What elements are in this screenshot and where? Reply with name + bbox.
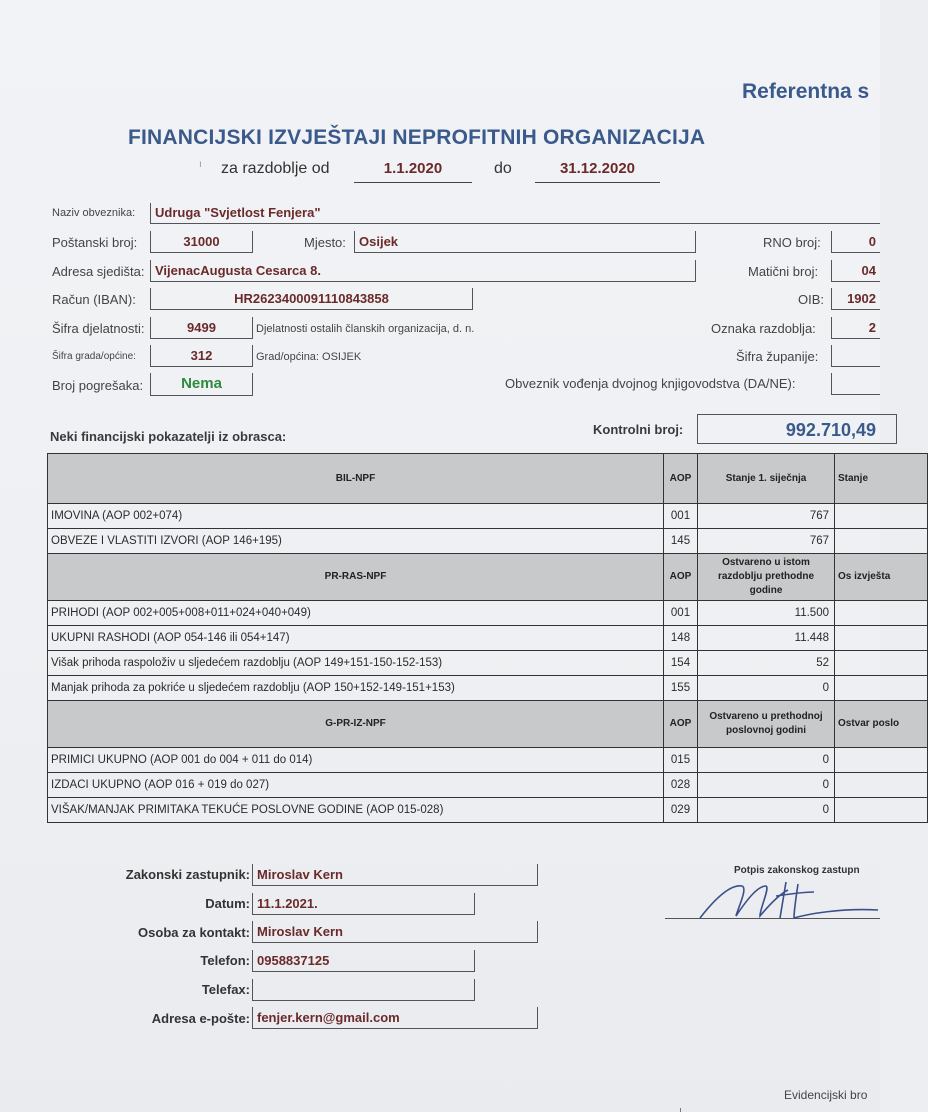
- osoba-field: Miroslav Kern: [252, 921, 538, 943]
- small-mark: ı: [199, 159, 202, 170]
- bil-col2-header: Stanje: [835, 454, 928, 504]
- row-value-2: [835, 601, 928, 626]
- telefax-label: Telefax:: [201, 982, 250, 997]
- table-row: [48, 601, 928, 626]
- row-label: IZDACI UKUPNO (AOP 016 + 019 do 027): [48, 773, 664, 798]
- row-aop: 001: [664, 601, 698, 626]
- row-aop: 015: [664, 748, 698, 773]
- pr-col1-header: Ostvareno u istom razdoblju prethodne godine: [698, 554, 835, 601]
- oznaka-field: 2: [831, 317, 880, 339]
- row-aop: 154: [664, 651, 698, 676]
- sifra-grada-desc: Grad/općina: OSIJEK: [256, 351, 362, 363]
- maticni-label: Matični broj:: [748, 264, 819, 279]
- table-row: [48, 676, 928, 701]
- bil-col1-header: Stanje 1. siječnja: [698, 454, 835, 504]
- period-from: 1.1.2020: [354, 160, 472, 183]
- zakonski-field: Miroslav Kern: [252, 864, 538, 886]
- table-row: [48, 798, 928, 823]
- sifra-grada-field: 312: [150, 345, 253, 367]
- table-row: [48, 773, 928, 798]
- email-label: Adresa e-pošte:: [151, 1011, 250, 1026]
- gpr-title: G-PR-IZ-NPF: [48, 701, 664, 748]
- row-value-2: [835, 773, 928, 798]
- pogreske-field: Nema: [150, 373, 253, 396]
- period-to-label: do: [494, 160, 512, 177]
- row-label: PRIMICI UKUPNO (AOP 001 do 004 + 011 do 014): [48, 748, 664, 773]
- indicators-table: [47, 453, 928, 823]
- control-label: Kontrolni broj:: [593, 422, 684, 437]
- dvojno-field: [831, 373, 880, 395]
- control-value: 992.710,49: [697, 414, 897, 444]
- row-value-2: [835, 676, 928, 701]
- table-row: [48, 504, 928, 529]
- pr-aop-header: AOP: [664, 554, 698, 601]
- oib-label: OIB:: [798, 292, 825, 307]
- handwritten-signature: [690, 874, 880, 926]
- zakonski-label: Zakonski zastupnik:: [125, 867, 250, 882]
- row-value: 767: [698, 504, 835, 529]
- table-row: [48, 626, 928, 651]
- osoba-label: Osoba za kontakt:: [138, 925, 250, 940]
- document-title: FINANCIJSKI IZVJEŠTAJI NEPROFITNIH ORGANIZACIJA: [128, 126, 706, 149]
- racun-label: Račun (IBAN):: [52, 292, 136, 307]
- row-value: 11.448: [698, 626, 835, 651]
- datum-field: 11.1.2021.: [252, 893, 475, 915]
- row-aop: 028: [664, 773, 698, 798]
- row-value: 0: [698, 676, 835, 701]
- evidencijski-label: Evidencijski bro: [784, 1088, 868, 1102]
- pr-title: PR-RAS-NPF: [48, 554, 664, 601]
- row-aop: 029: [664, 798, 698, 823]
- row-label: Manjak prihoda za pokriće u sljedećem razdoblju (AOP 150+152-149-151+153): [48, 676, 664, 701]
- row-value: 0: [698, 773, 835, 798]
- naziv-field: Udruga "Svjetlost Fenjera": [150, 203, 880, 224]
- sifra-djel-desc: Djelatnosti ostalih članskih organizacija, d. n.: [256, 323, 475, 335]
- pr-col2-header: Os izvješta: [835, 554, 928, 601]
- dvojno-label: Obveznik vođenja dvojnog knjigovodstva (DA/NE):: [505, 376, 796, 391]
- row-value: 0: [698, 748, 835, 773]
- row-label: IMOVINA (AOP 002+074): [48, 504, 664, 529]
- maticni-field: 04: [831, 260, 880, 282]
- row-value: 11.500: [698, 601, 835, 626]
- racun-field: HR2623400091110843858: [150, 288, 473, 310]
- table-row: [48, 748, 928, 773]
- telefon-field: 0958837125: [252, 950, 475, 972]
- row-label: VIŠAK/MANJAK PRIMITAKA TEKUĆE POSLOVNE GODINE (AOP 015-028): [48, 798, 664, 823]
- mjesto-label: Mjesto:: [304, 235, 346, 250]
- telefax-field: [252, 979, 475, 1001]
- pogreske-label: Broj pogrešaka:: [52, 378, 144, 393]
- row-value: 0: [698, 798, 835, 823]
- sifra-grada-label: Šifra grada/općine:: [52, 351, 136, 362]
- potpis-label: Potpis zakonskog zastupn: [734, 865, 860, 876]
- adresa-label: Adresa sjedišta:: [52, 264, 145, 279]
- rno-label: RNO broj:: [763, 235, 821, 250]
- reference-label: Referentna s: [742, 80, 870, 103]
- row-value: 767: [698, 529, 835, 554]
- indicators-title: Neki financijski pokazatelji iz obrasca:: [50, 429, 287, 444]
- row-label: Višak prihoda raspoloživ u sljedećem razdoblju (AOP 149+151-150-152-153): [48, 651, 664, 676]
- table-header: [48, 554, 928, 601]
- oznaka-label: Oznaka razdoblja:: [711, 321, 816, 336]
- sifra-djel-label: Šifra djelatnosti:: [52, 321, 145, 336]
- postanski-field: 31000: [150, 231, 253, 253]
- row-value-2: [835, 651, 928, 676]
- row-value-2: [835, 798, 928, 823]
- bil-aop-header: AOP: [664, 454, 698, 504]
- row-value-2: [835, 504, 928, 529]
- row-label: PRIHODI (AOP 002+005+008+011+024+040+049): [48, 601, 664, 626]
- telefon-label: Telefon:: [200, 953, 250, 968]
- rno-field: 0: [831, 231, 880, 253]
- row-value-2: [835, 626, 928, 651]
- naziv-label: Naziv obveznika:: [52, 207, 136, 219]
- table-row: [48, 529, 928, 554]
- row-label: OBVEZE I VLASTITI IZVORI (AOP 146+195): [48, 529, 664, 554]
- row-aop: 001: [664, 504, 698, 529]
- row-value-2: [835, 748, 928, 773]
- bil-title: BIL-NPF: [48, 454, 664, 504]
- datum-label: Datum:: [205, 896, 250, 911]
- row-label: UKUPNI RASHODI (AOP 054-146 ili 054+147): [48, 626, 664, 651]
- oib-field: 1902: [831, 288, 880, 310]
- table-row: [48, 651, 928, 676]
- gpr-aop-header: AOP: [664, 701, 698, 748]
- sifra-djel-field: 9499: [150, 317, 253, 339]
- adresa-field: VijenacAugusta Cesarca 8.: [150, 260, 696, 282]
- table-header: [48, 701, 928, 748]
- gpr-col2-header: Ostvar poslo: [835, 701, 928, 748]
- mjesto-field: Osijek: [354, 231, 696, 253]
- row-value-2: [835, 529, 928, 554]
- postanski-label: Poštanski broj:: [52, 235, 138, 250]
- row-aop: 155: [664, 676, 698, 701]
- sifra-zup-label: Šifra županije:: [736, 349, 819, 364]
- table-header: [48, 454, 928, 504]
- sifra-zup-field: [831, 345, 880, 367]
- gpr-col1-header: Ostvareno u prethodnoj poslovnoj godini: [698, 701, 835, 748]
- row-aop: 148: [664, 626, 698, 651]
- row-aop: 145: [664, 529, 698, 554]
- email-field: fenjer.kern@gmail.com: [252, 1007, 538, 1029]
- evidencijski-box-edge: [680, 1108, 881, 1112]
- period-to: 31.12.2020: [535, 160, 660, 183]
- period-label: za razdoblje od: [221, 160, 330, 177]
- row-value: 52: [698, 651, 835, 676]
